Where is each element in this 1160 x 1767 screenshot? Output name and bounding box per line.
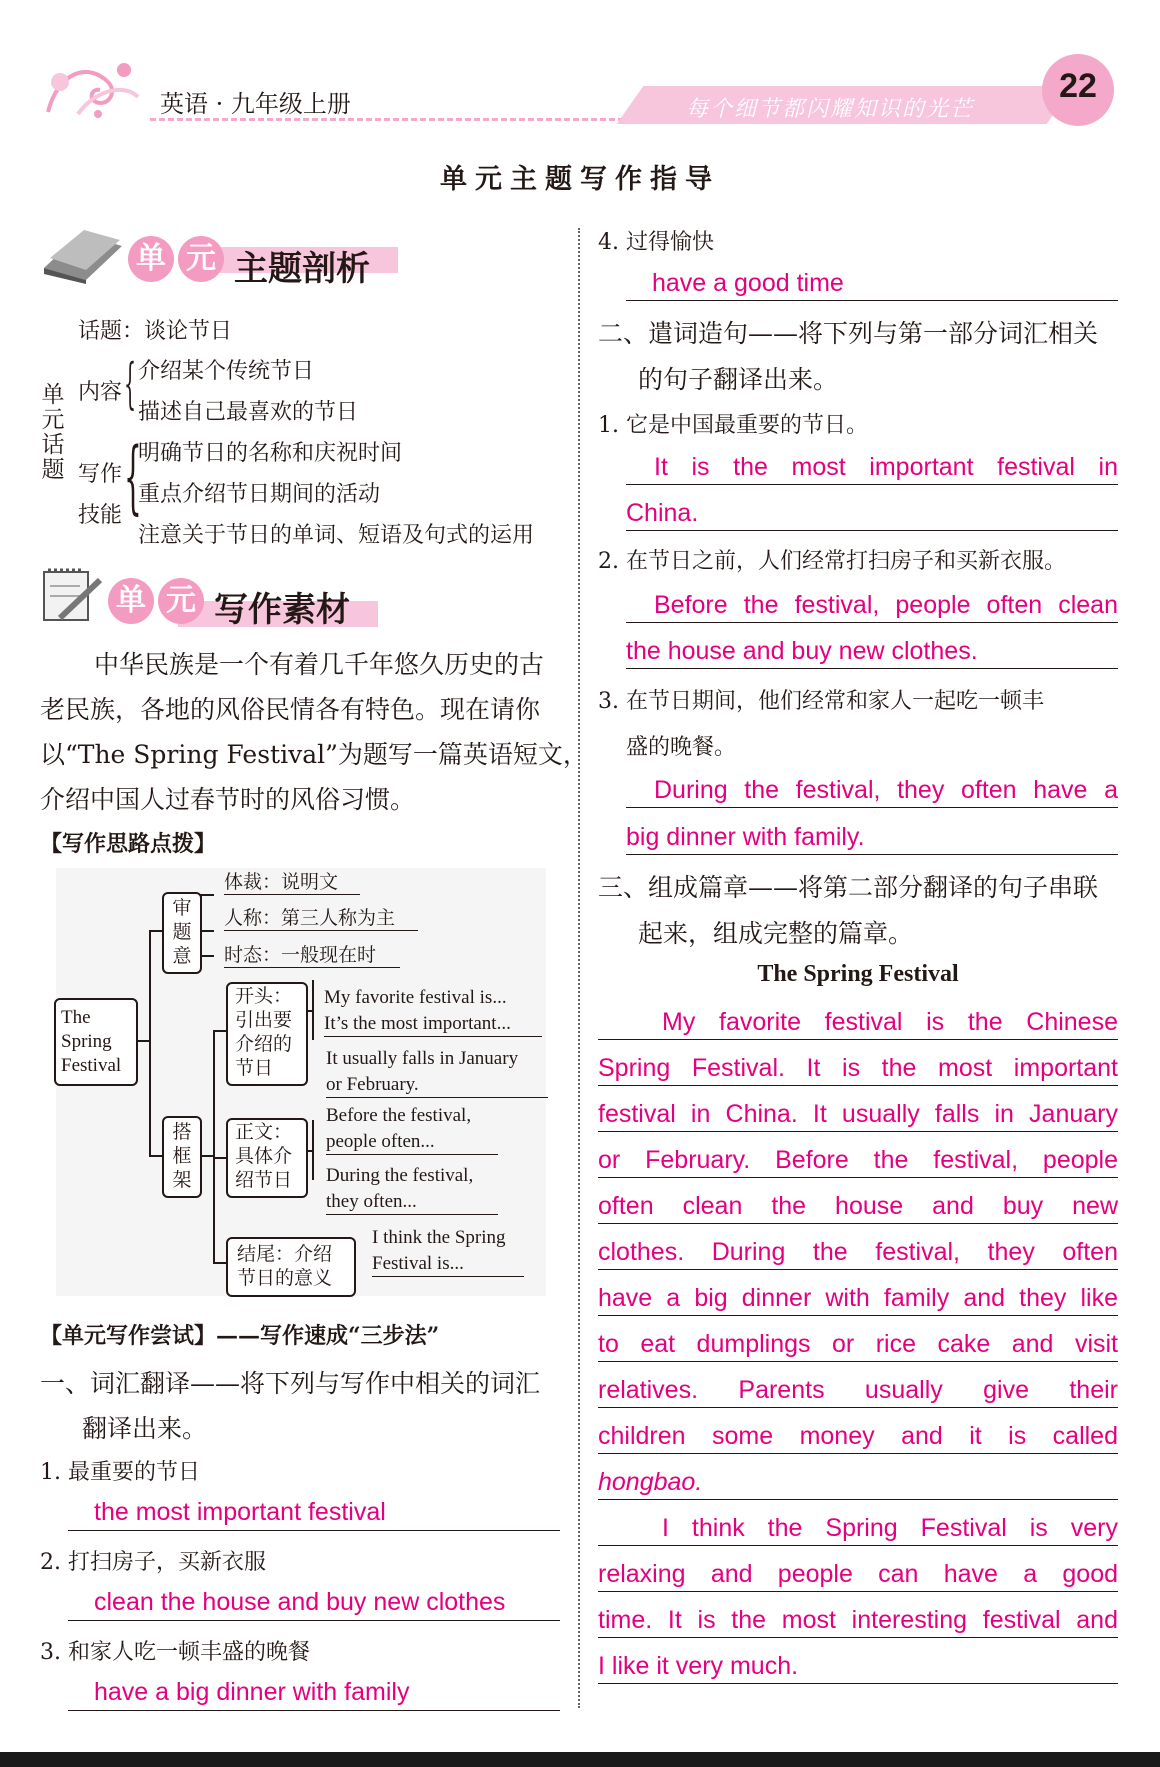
connector — [312, 980, 314, 1040]
intro-line: 老民族，各地的风俗民情各有特色。现在请你 — [40, 695, 541, 724]
branch-text: 题 — [172, 921, 192, 943]
book-title: 英语 · 九年级上册 — [160, 90, 351, 118]
branch-text: 搭 — [172, 1121, 192, 1143]
intro-line: 介绍中国人过春节时的风俗习惯。 — [40, 785, 416, 814]
unit-badge-2: 元 — [158, 578, 204, 624]
essay-underline — [598, 1407, 1118, 1408]
skill-brace: { — [124, 430, 142, 523]
section-heading-materials: 写作素材 — [214, 590, 350, 630]
opening-item: It’s the most important... — [324, 1012, 542, 1037]
skill-item: 注意关于节日的单词、短语及句式的运用 — [138, 523, 535, 548]
essay-line: time. It is the most interesting festival and — [598, 1606, 1118, 1634]
ending-text: 结尾：介绍 — [237, 1243, 333, 1265]
analyze-item: 时态：一般现在时 — [224, 943, 400, 968]
branch-framework — [162, 1116, 202, 1198]
essay-underline — [598, 1223, 1118, 1224]
ending-text: 节日的意义 — [237, 1267, 333, 1289]
essay-line: or February. Before the festival, people — [598, 1146, 1118, 1174]
sentence-answer: the house and buy new clothes. — [626, 637, 978, 665]
essay-line: relatives. Parents usually give their — [598, 1376, 1118, 1404]
vocab-answer: the most important festival — [94, 1498, 386, 1526]
essay-line: Spring Festival. It is the most important — [598, 1054, 1118, 1082]
essay-line: have a big dinner with family and they like — [598, 1284, 1118, 1312]
opening-item: or February. — [326, 1073, 548, 1098]
opening-text: 介绍的 — [235, 1033, 293, 1055]
essay-line: children some money and it is called — [598, 1422, 1118, 1450]
sentence-question: 3. 在节日期间，他们经常和家人一起吃一顿丰 — [598, 689, 1044, 714]
opening-item: My favorite festival is... — [324, 987, 507, 1008]
essay-underline — [598, 1269, 1118, 1270]
page-number: 22 — [1059, 67, 1097, 105]
vocab-question: 1. 最重要的节日 — [40, 1460, 200, 1485]
body-item: During the festival, — [326, 1165, 474, 1186]
connector — [200, 894, 214, 896]
column-divider — [578, 228, 580, 1708]
essay-line: I like it very much. — [598, 1652, 799, 1680]
branch-text: 架 — [172, 1169, 192, 1191]
answer-line — [626, 807, 1118, 808]
connector — [312, 1120, 314, 1180]
essay-underline — [598, 1683, 1118, 1684]
practice-heading: 【单元写作尝试】——写作速成“三步法” — [40, 1323, 440, 1349]
analyze-item: 人称：第三人称为主 — [224, 906, 418, 931]
unit-badge-2: 元 — [178, 236, 224, 282]
opening-item: It usually falls in January — [326, 1048, 519, 1069]
connector — [200, 955, 214, 957]
essay-underline — [598, 1499, 1118, 1500]
skill-label: 技能 — [78, 503, 123, 528]
mindmap-root — [54, 998, 138, 1086]
essay-line: often clean the house and buy new — [598, 1192, 1118, 1220]
body-box — [226, 1118, 308, 1198]
essay-underline — [598, 1315, 1118, 1316]
connector — [213, 1157, 227, 1159]
section-heading-analysis: 主题剖析 — [234, 249, 370, 289]
ending-item: Festival is... — [372, 1252, 524, 1277]
opening-box — [226, 982, 308, 1086]
part3-title: 起来，组成完整的篇章。 — [638, 919, 914, 948]
essay-underline — [598, 1591, 1118, 1592]
essay-line: hongbao. — [598, 1468, 703, 1496]
sentence-answer: During the festival, they often have a — [654, 776, 1118, 804]
bottom-edge — [0, 1752, 1160, 1767]
answer-line — [626, 622, 1118, 623]
sentence-answer: Before the festival, people often clean — [654, 591, 1118, 619]
ending-item: I think the Spring — [372, 1227, 506, 1248]
body-item: people often... — [326, 1130, 498, 1155]
connector — [149, 1155, 163, 1157]
branch-analyze — [162, 892, 202, 974]
vocab-answer: clean the house and buy new clothes — [94, 1588, 506, 1616]
connector — [213, 1030, 227, 1032]
root-text: Festival — [61, 1055, 122, 1076]
body-item: Before the festival, — [326, 1105, 472, 1126]
answer-line — [626, 530, 1118, 531]
sentence-answer: It is the most important festival in — [654, 453, 1118, 481]
answer-line — [68, 1530, 560, 1531]
body-text: 具体介 — [235, 1145, 293, 1167]
part2-title: 二、遣词造句——将下列与第一部分词汇相关 — [598, 319, 1099, 348]
skill-label: 写作 — [78, 462, 123, 487]
opening-text: 开头： — [235, 985, 293, 1007]
opening-text: 节日 — [235, 1057, 274, 1079]
essay-underline — [598, 1177, 1118, 1178]
essay-line: relaxing and people can have a good — [598, 1560, 1118, 1588]
ending-box — [226, 1237, 356, 1297]
connector — [213, 1262, 227, 1264]
books-icon — [40, 228, 126, 284]
essay-line: festival in China. It usually falls in January — [598, 1100, 1118, 1128]
answer-line — [68, 1710, 560, 1711]
sentence-answer: big dinner with family. — [626, 823, 865, 851]
answer-line — [626, 484, 1118, 485]
sentence-question: 盛的晚餐。 — [626, 735, 737, 760]
flower-decoration-icon — [38, 52, 148, 122]
part1-title: 一、词汇翻译——将下列与写作中相关的词汇 — [40, 1369, 541, 1398]
part3-title: 三、组成篇章——将第二部分翻译的句子串联 — [598, 873, 1099, 902]
opening-text: 引出要 — [235, 1009, 293, 1031]
sentence-question: 1. 它是中国最重要的节日。 — [598, 413, 868, 438]
essay-underline — [598, 1545, 1118, 1546]
connector — [200, 930, 214, 932]
essay-underline — [598, 1637, 1118, 1638]
connector — [200, 1155, 214, 1157]
vocab-question: 2. 打扫房子，买新衣服 — [40, 1550, 266, 1575]
unit-topic-side-label: 单元话题 — [41, 382, 65, 483]
guide-heading: 【写作思路点拨】 — [40, 831, 217, 857]
body-text: 正文： — [235, 1121, 293, 1143]
vocab-answer: have a big dinner with family — [94, 1678, 410, 1706]
intro-line: 以“The Spring Festival”为题写一篇英语短文， — [40, 740, 588, 769]
skill-item: 重点介绍节日期间的活动 — [138, 482, 381, 507]
essay-line: I think the Spring Festival is very — [662, 1514, 1118, 1542]
essay-underline — [598, 1039, 1118, 1040]
unit-badge-1: 单 — [108, 578, 154, 624]
content-brace: { — [124, 352, 137, 415]
part2-title: 的句子翻译出来。 — [638, 365, 839, 394]
essay-underline — [598, 1085, 1118, 1086]
essay-line: to eat dumplings or rice cake and visit — [598, 1330, 1118, 1358]
root-text: The — [61, 1007, 91, 1028]
page-title: 单元主题写作指导 — [440, 164, 720, 195]
body-text: 绍节日 — [235, 1169, 293, 1191]
part1-title: 翻译出来。 — [82, 1414, 208, 1443]
connector — [149, 930, 151, 1156]
essay-underline — [598, 1453, 1118, 1454]
answer-line — [626, 854, 1118, 855]
notepad-pencil-icon — [40, 566, 102, 624]
essay-underline — [598, 1361, 1118, 1362]
topic-label: 话题：谈论节日 — [78, 319, 233, 344]
header-divider — [150, 118, 660, 121]
vocab-question: 3. 和家人吃一顿丰盛的晚餐 — [40, 1640, 310, 1665]
content-item: 描述自己最喜欢的节日 — [138, 400, 359, 425]
essay-line: clothes. During the festival, they often — [598, 1238, 1118, 1266]
root-text: Spring — [61, 1031, 112, 1052]
branch-text: 框 — [172, 1145, 192, 1167]
content-item: 介绍某个传统节日 — [138, 359, 315, 384]
intro-line: 中华民族是一个有着几千年悠久历史的古 — [94, 650, 545, 679]
answer-line — [68, 1620, 560, 1621]
sentence-question: 2. 在节日之前，人们经常打扫房子和买新衣服。 — [598, 549, 1066, 574]
body-item: they often... — [326, 1190, 498, 1215]
branch-text: 意 — [172, 945, 192, 967]
connector — [149, 930, 163, 932]
essay-line: My favorite festival is the Chinese — [662, 1008, 1118, 1036]
skill-item: 明确节日的名称和庆祝时间 — [138, 441, 403, 466]
connector — [213, 1030, 215, 1264]
essay-underline — [598, 1131, 1118, 1132]
header-motto: 每个细节都闪耀知识的光芒 — [686, 97, 975, 122]
branch-text: 审 — [172, 897, 192, 919]
content-label: 内容 — [78, 380, 123, 405]
unit-badge-1: 单 — [128, 236, 174, 282]
answer-line — [626, 668, 1118, 669]
analyze-item: 体裁：说明文 — [224, 870, 360, 895]
vocab-answer: have a good time — [652, 269, 844, 297]
vocab-question: 4. 过得愉快 — [598, 230, 714, 255]
sentence-answer: China. — [626, 499, 699, 527]
essay-title: The Spring Festival — [757, 961, 959, 987]
answer-line — [626, 300, 1118, 301]
